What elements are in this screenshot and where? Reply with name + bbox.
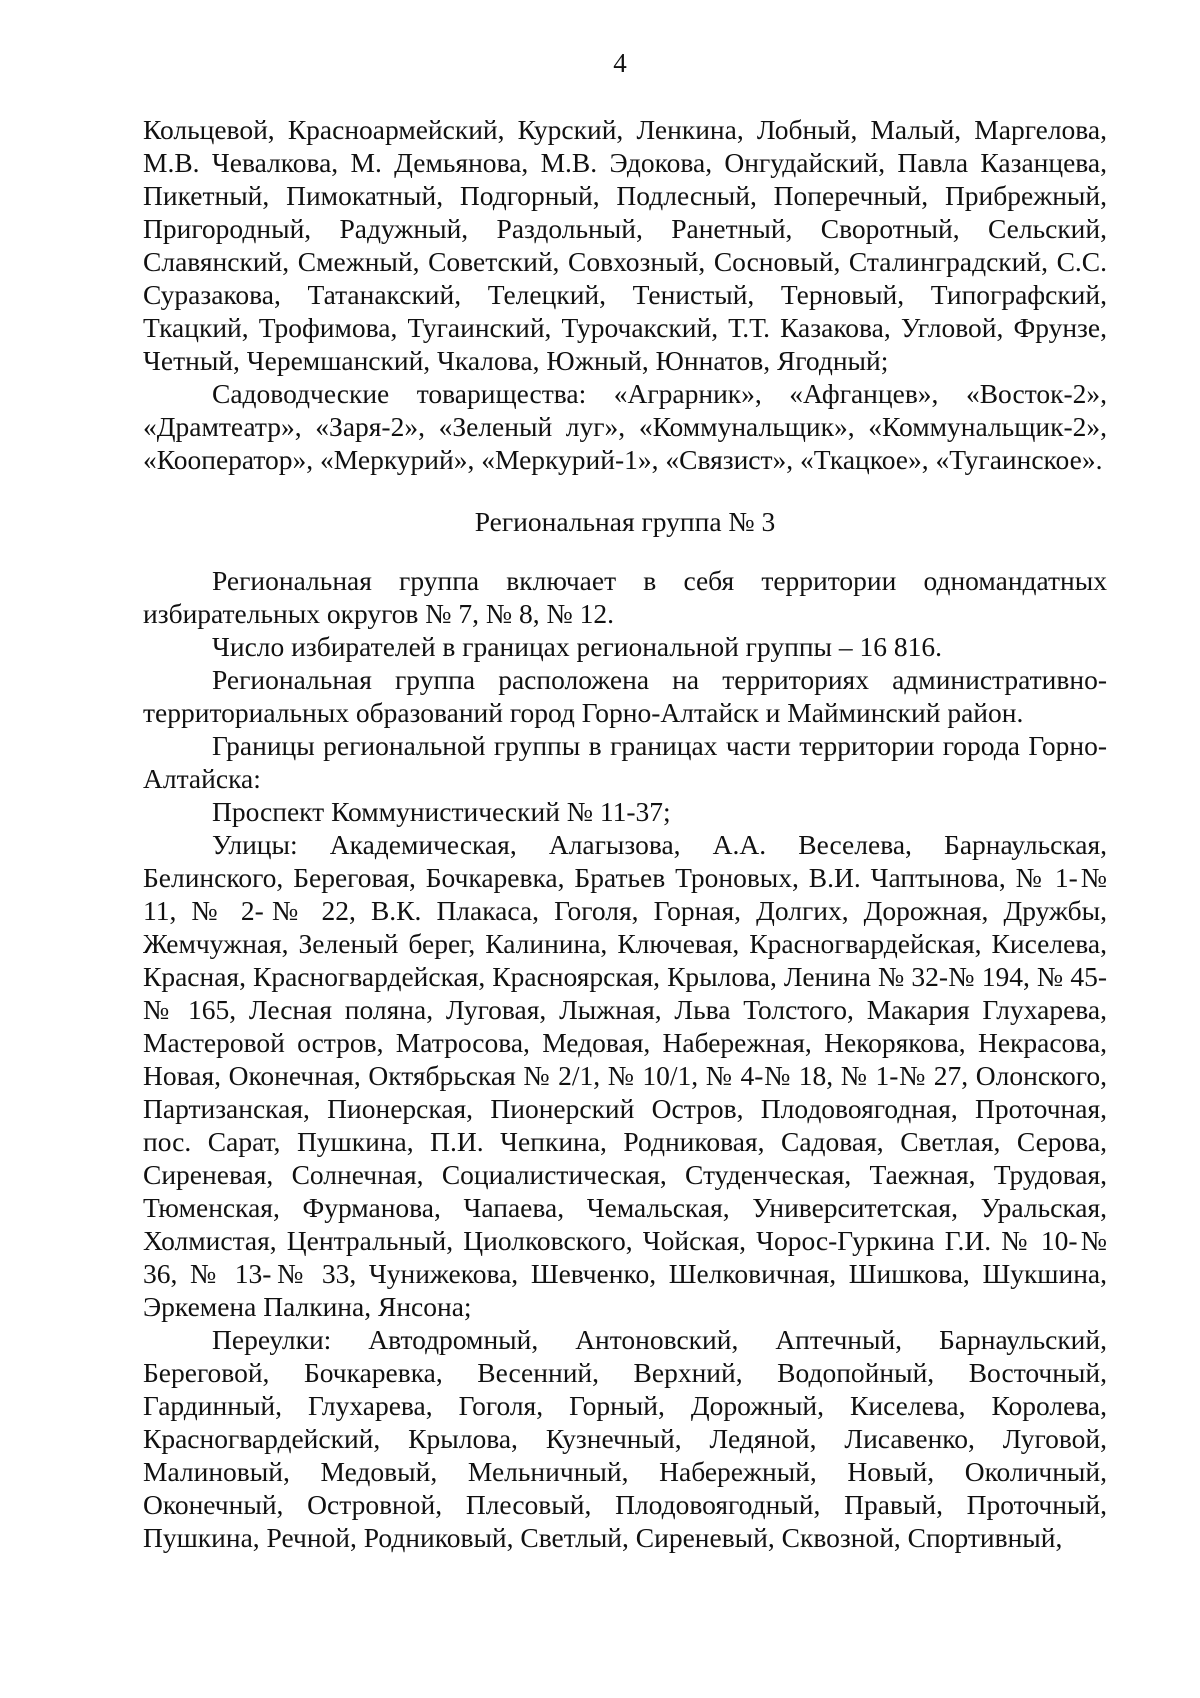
page-number: 4 bbox=[613, 48, 627, 78]
paragraph-group-includes: Региональная группа включает в себя территории одномандатных избирательных округов № 7, № 8, № 12. bbox=[143, 565, 1107, 629]
paragraph-streets: Улицы: Академическая, Алагызова, А.А. Веселева, Барнаульская, Белинского, Береговая, Бочкаревка, Братьев Троновых, В.И. Чаптынова, № 1-№ 11, № 2-№ 22, В.К. Плакаса, Гоголя, Горная, Долгих, Дорожная, Дружбы, Жемчужная, Зеленый берег, Калинина, Ключевая, Красногвардейская, Киселева, Красная, Красногвардейская, Красноярская, Крылова, Ленина № 32-№ 194, № 45-№ 165, Лесная поляна, Луговая, Лыжная, Льва Толстого, Макария Глухарева, Мастеровой остров, Матросова, Медовая, Набережная, Некорякова, Некрасова, Новая, Оконечная, Октябрьская № 2/1, № 10/1, № 4-№ 18, № 1-№ 27, Олонского, Партизанская, Пионерская, Пионерский Остров, Плодовоягодная, Проточная, пос. Сарат, Пушкина, П.И. Чепкина, Родниковая, Садовая, Светлая, Серова, Сиреневая, Солнечная, Социалистическая, Студенческая, Таежная, Трудовая, Тюменская, Фурманова, Чапаева, Чемальская, Университетская, Уральская, Холмистая, Центральный, Циолковского, Чойская, Чорос-Гуркина Г.И. № 10-№ 36, № 13-№ 33, Чунижекова, Шевченко, Шелковичная, Шишкова, Шукшина, Эркемена Палкина, Янсона; bbox=[143, 829, 1107, 1322]
section-heading: Региональная группа № 3 bbox=[474, 506, 776, 537]
paragraph-borders-intro: Границы региональной группы в границах части территории города Горно-Алтайска: bbox=[143, 730, 1107, 794]
document-body bbox=[143, 113, 1107, 1554]
paragraph-garden-partnerships: Садоводческие товарищества: «Аграрник», «Афганцев», «Восток-2», «Драмтеатр», «Заря-2», «Зеленый луг», «Коммунальщик», «Коммунальщик-2», «Кооператор», «Меркурий», «Меркурий-1», «Связист», «Ткацкое», «Тугаинское». bbox=[143, 378, 1107, 475]
paragraph-prospekt: Проспект Коммунистический № 11-37; bbox=[212, 796, 671, 827]
paragraph-streets-continued: Кольцевой, Красноармейский, Курский, Ленкина, Лобный, Малый, Маргелова, М.В. Чевалкова, М. Демьянова, М.В. Эдокова, Онгудайский, Павла Казанцева, Пикетный, Пимокатный, Подгорный, Подлесный, Поперечный, Прибрежный, Пригородный, Радужный, Раздольный, Ранетный, Своротный, Сельский, Славянский, Смежный, Советский, Совхозный, Сосновый, Сталинградский, С.С. Суразакова, Татанакский, Телецкий, Тенистый, Терновый, Типографский, Ткацкий, Трофимова, Тугаинский, Турочакский, Т.Т. Казакова, Угловой, Фрунзе, Четный, Черемшанский, Чкалова, Южный, Юннатов, Ягодный; bbox=[143, 114, 1107, 376]
paragraph-voter-count: Число избирателей в границах региональной группы – 16 816. bbox=[212, 631, 943, 662]
paragraph-group-location: Региональная группа расположена на территориях административно-территориальных образований город Горно-Алтайск и Майминский район. bbox=[143, 664, 1107, 728]
paragraph-lanes: Переулки: Автодромный, Антоновский, Аптечный, Барнаульский, Береговой, Бочкаревка, Весенний, Верхний, Водопойный, Восточный, Гардинный, Глухарева, Гоголя, Горный, Дорожный, Киселева, Королева, Красногвардейский, Крылова, Кузнечный, Ледяной, Лисавенко, Луговой, Малиновый, Медовый, Мельничный, Набережный, Новый, Околичный, Оконечный, Островной, Плесовый, Плодовоягодный, Правый, Проточный, Пушкина, Речной, Родниковый, Светлый, Сиреневый, Сквозной, Спортивный, bbox=[143, 1324, 1107, 1553]
